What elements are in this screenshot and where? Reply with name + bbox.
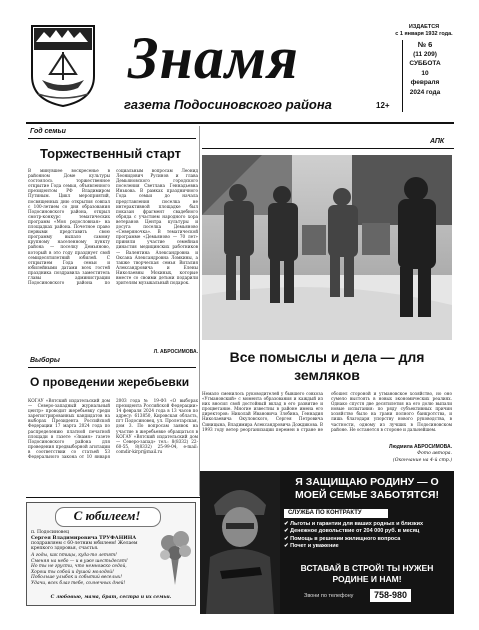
rubric-rule-2 <box>28 367 196 368</box>
issue-total: (11 209) <box>413 50 437 58</box>
headline-zherebyovka: О проведении жеребьевки <box>30 375 190 389</box>
birthday-from: С любовью, мама, брат, сестра и их семьи. <box>50 595 172 600</box>
recruitment-phone-label: Звони по телефону <box>304 593 354 599</box>
birthday-recipient-name: Сергея Владимировича ТРУФАНИНА <box>31 535 137 541</box>
poem-line: Побольше улыбок и событий веселых! <box>31 575 123 581</box>
issue-date-day: 10 <box>421 69 429 77</box>
benefit-text: Помощь в решении жилищного вопроса <box>290 535 401 542</box>
benefit-item: ✔ Льготы и гарантии для ваших родных и близких <box>284 521 424 527</box>
issue-number: № 6 <box>417 40 433 49</box>
article-body-zherebyovka: КОГАУ «Вятский издательский дом — Северо-западный журнальный центр» проводит жеребьевку среди зарегистрированных кандидатов на выборах Президента Российской Федерации 17 марта 2024 года по распределению платной печатной площади в газете «Знамя» газете Подосиновского района для проведения предвыборной агитации в соответствии со статьей 53 Федерального закона от 10 января 2003 года № 19-ФЗ «О выборах президента Российской Федерации» 14 февраля 2024 года в 13 часов по адресу: 613850, Кировская область, пгт Подосиновец, ул. Пролетарская, дом 3. По вопросам заявок на участие в жеребьевке обращаться в КОГАУ «Вятский издательский дом — Северо-запад» тел.: 8(8332) 22-60-55, 8(8332) 25-99-04, e-mail: comdir-kirpr@mail.ru <box>28 398 198 460</box>
issue-date-month: февраля <box>410 79 440 87</box>
article-photo <box>202 155 452 340</box>
founded-note: ИЗДАЕТСЯ с 1 января 1932 года. <box>395 24 453 37</box>
headline-torzhestvennyj-start: Торжественный старт <box>40 146 181 161</box>
benefit-item: ✔ Помощь в решении жилищного вопроса <box>284 535 401 542</box>
recruitment-headline: Я ЗАЩИЩАЮ РОДИНУ — О МОЕЙ СЕМЬЕ ЗАБОТЯТСЯ! <box>295 476 439 501</box>
benefit-text: Почет и уважение <box>290 543 339 550</box>
rubric-apk: АПК <box>430 138 445 145</box>
benefit-item: ✔ Денежное довольствие от 204 000 руб. в месяц <box>284 528 420 535</box>
headline-vse-pomysly: Все помыслы и дела — для земляков <box>229 349 425 383</box>
apk-continued: (Окончание на 4-й стр.) <box>392 458 452 463</box>
recruitment-benefits <box>284 521 452 551</box>
coat-of-arms <box>30 24 96 108</box>
issue-date-year: 2024 года <box>409 88 441 96</box>
poem-line: Хорош ты собой и душой молодой! <box>31 569 114 575</box>
rubric-rule-apk <box>202 148 454 149</box>
benefit-item: ✔ Почет и уважение <box>284 543 339 550</box>
rubric-god-semi: Год семьи <box>30 128 66 135</box>
article-body-start: В минувшее воскресенье в районном Доме культуры состоялось торжественное открытие Года семьи, объявленного президентом РФ Владимиром Путиным. Цикл мероприятий, посвященных дню открытия совпал с 100-летием со дня образования Подосиновского района, открыл смотр-конкурс тематических программ «Моя родословная» на площадках района. Почетное право первыми представить свою программу выпало самому крупному населенному пункту района — поселку Демьяново, который в это году празднует свой семидесятилетний юбилей. С открытием Года семьи и юбилейными датами всех гостей праздника поздравила заместитель главы администрации Подосиновского района по социальным вопросам Леонид Леонидович Русинов и глава Демьяновского городского поселения Светлана Геннадьевна Инькова. В рамках праздничного Года семьи до начала представления поселка не интерактивной площадке был показан фрагмент свадебного обряда с участием народного хора ветеранов Центра культуры и досуга поселка Демьяново «Северяночка». В тематической программе «Демьяново — 70 лет» приняли участие семейная династия медицинских работников — Валентина Александровна и Оксана Александровна Ломкины, а также творческая семья Виталия Александровича и Елены Николаевны Мохиных, которые вместе со своими детьми подарили зрителям музыкальный подарок. <box>28 168 198 286</box>
apk-photo-credit: Фото автора. <box>417 451 452 456</box>
recruitment-phone: 758-980 <box>370 589 411 602</box>
issue-box <box>402 40 447 112</box>
issue-weekday: СУББОТА <box>409 60 441 68</box>
age-rating: 12+ <box>376 101 390 110</box>
recruitment-ad <box>200 471 454 614</box>
newspaper-title: Знамя <box>128 25 299 91</box>
recruitment-cta: ВСТАВАЙ В СТРОЙ! ТЫ НУЖЕН РОДИНЕ И НАМ! <box>300 563 434 584</box>
benefit-text: Денежное довольствие от 204 000 руб. в месяц <box>290 528 420 535</box>
poem-line: Но ты не грусти, что немножко седой, <box>31 564 127 570</box>
soldier-icon <box>200 471 280 614</box>
poem-line: Удачи, всех благ тебе, солнечных дней! <box>31 580 126 586</box>
birthday-ad <box>26 502 196 606</box>
apk-signature: Людмила АБРОСИМОВА. <box>389 444 452 450</box>
rubric-rule <box>28 138 196 139</box>
benefit-text: Льготы и гарантии для ваших родных и близких <box>290 521 424 527</box>
rubric-vybory: Выборы <box>30 357 60 364</box>
birthday-banner: С юбилеем! <box>73 508 141 523</box>
birthday-recipient-place: п. Подосиновец <box>31 530 70 535</box>
column-divider <box>199 126 200 496</box>
poem-line: А годы, как птицы, куда-то летят! <box>31 553 117 558</box>
masthead-rule <box>26 122 454 124</box>
recruitment-band: СЛУЖБА ПО КОНТРАКТУ <box>284 509 388 518</box>
flower-bouquet-icon <box>157 527 193 587</box>
birthday-intro: поздравляем с 60-летним юбилеем! Желаем крепкого здоровья, счастья. <box>31 541 138 551</box>
poem-line: Сменяя на небо — и в уже шестьдесят! <box>31 558 128 564</box>
newspaper-subtitle: газета Подосиновского района <box>124 97 332 112</box>
article-body-apk: Немало сменилось руководителей у бывшего совхоза «Утмановский» с момента образования и каждый из них вносил свой достойный вклад в его развитие и процветание. Многие известны в районе имена его директоров: Николай Ивановича Злобина, Геннадия Николаевича Окуловского, Сергея Петровича Синицына, Владимира Александровича Дождикова. В 1993 году ветер реорганизации перемен в стране не обошел стороной и утмановское хозяйство, но оно сумело выстоять в новых экономических реалиях. Однако спустя две десятилетия на его долю выпали новые испытания: по ряду субъективных причин хозяйство было на грани полного банкротства, и лишь благодаря упорству нового руководства, в частности, одному из лучших в Подосиновском районе. Не останется в стороне и дальнейшем. <box>202 391 452 432</box>
birthday-poem <box>31 553 159 587</box>
article-signature: Л. АБРОСИМОВА. <box>153 349 198 355</box>
